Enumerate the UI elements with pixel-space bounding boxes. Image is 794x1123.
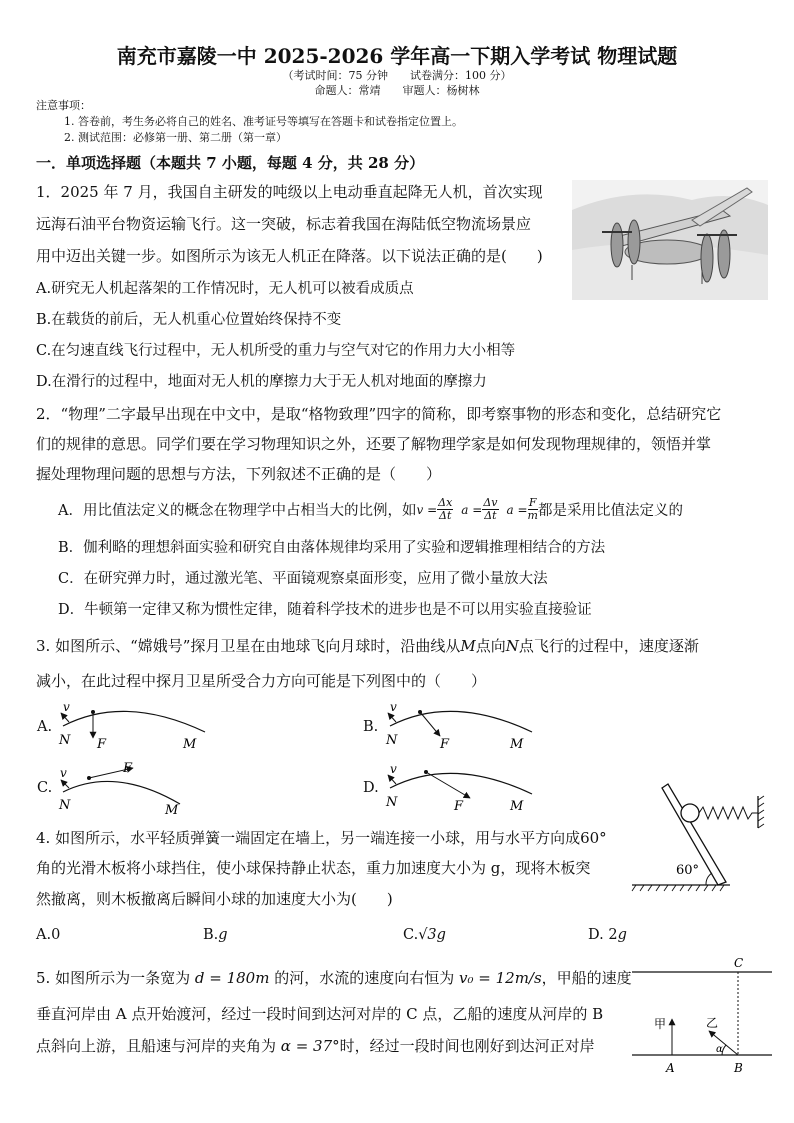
q2-option-a: A．用比值法定义的概念在物理学中占相当大的比例，如 v = $\frac{\Delta x}{\Delta t}$ a = $\frac{\Delta v}{\Delta t}$ a = $\frac{F}{m}$ 都是采用比值法定义的 xyxy=(58,496,683,522)
notes-item-2: 2. 测试范围：必修第一册、第二册（第一章） xyxy=(64,131,287,144)
q3-figure-c xyxy=(55,760,215,816)
svg-text:N: N xyxy=(59,733,71,748)
q1-option-c: C.在匀速直线飞行过程中，无人机所受的重力与空气对它的作用力大小相等 xyxy=(36,343,516,359)
q5-river-figure xyxy=(630,955,775,1080)
svg-text:乙: 乙 xyxy=(706,1016,719,1030)
notes-heading: 注意事项： xyxy=(36,99,91,112)
drone-figure xyxy=(572,180,768,300)
svg-text:A: A xyxy=(666,1061,675,1075)
q3-line-2: 减小，在此过程中探月卫星所受合力方向可能是下列图中的（ ） xyxy=(36,672,487,690)
exam-info: （考试时间：75 分钟 试卷满分：100 分） xyxy=(282,69,512,82)
svg-text:v: v xyxy=(390,700,397,714)
svg-text:M: M xyxy=(510,737,524,752)
svg-text:B: B xyxy=(734,1061,743,1075)
q3-label-d: D. xyxy=(363,780,379,796)
q5-line-2: 垂直河岸由 A 点开始渡河，经过一段时间到达河对岸的 C 点，乙船的速度从河岸的 B xyxy=(36,1005,604,1023)
q2-line-3: 握处理物理问题的思想与方法，下列叙述不正确的是（ ） xyxy=(36,465,442,483)
q4-line-1: 4. 如图所示，水平轻质弹簧一端固定在墙上，另一端连接一小球，用与水平方向成60° xyxy=(36,829,607,847)
q1-option-d: D.在滑行的过程中，地面对无人机的摩擦力大于无人机对地面的摩擦力 xyxy=(36,374,487,390)
svg-text:F: F xyxy=(97,737,107,752)
svg-text:α: α xyxy=(716,1044,723,1055)
svg-text:F: F xyxy=(123,761,133,776)
q3-label-a: A. xyxy=(37,719,53,735)
q3-figure-b xyxy=(382,698,542,754)
svg-text:M: M xyxy=(510,799,524,814)
svg-text:F: F xyxy=(454,799,464,814)
svg-text:N: N xyxy=(386,795,398,810)
page-title: 南充市嘉陵一中 2025-2026 学年高一下期入学考试 物理试题 xyxy=(116,44,678,68)
notes-item-1: 1. 答卷前，考生务必将自己的姓名、准考证号等填写在答题卡和试卷指定位置上。 xyxy=(64,115,463,128)
svg-text:60°: 60° xyxy=(676,863,700,878)
q1-line-3: 用中迈出关键一步。如图所示为该无人机正在降落。以下说法正确的是( ) xyxy=(36,247,543,265)
q4-spring-figure xyxy=(630,782,770,894)
q2-line-2: 们的规律的意思。同学们要在学习物理知识之外，还要了解物理学家是如何发现物理规律的，领悟并掌 xyxy=(36,435,712,453)
exam-authors: 命题人：常靖 审题人：杨树林 xyxy=(314,84,480,97)
q1-option-b: B.在载货的前后，无人机重心位置始终保持不变 xyxy=(36,312,342,328)
svg-text:M: M xyxy=(165,803,179,816)
svg-text:甲: 甲 xyxy=(654,1017,667,1031)
q1-line-1: 1．2025 年 7 月，我国自主研发的吨级以上电动垂直起降无人机，首次实现 xyxy=(36,183,543,201)
q5-line-1: 5. 如图所示为一条宽为 d = 180m 的河，水流的速度向右恒为 v₀ = 12m/s，甲船的速度 xyxy=(36,969,632,987)
q3-figure-a xyxy=(55,698,215,754)
q4-option-d: D. 2g xyxy=(588,927,627,943)
fraction-f-m: $\frac{F}{m}$ xyxy=(527,496,538,522)
q4-line-2: 角的光滑木板将小球挡住，使小球保持静止状态，重力加速度大小为 g，现将木板突 xyxy=(36,859,591,877)
q3-label-c: C. xyxy=(37,780,53,796)
svg-text:F: F xyxy=(440,737,450,752)
q2-option-c: C．在研究弹力时，通过激光笔、平面镜观察桌面形变，应用了微小量放大法 xyxy=(58,571,548,587)
q3-line-1: 3. 如图所示、“嫦娥号”探月卫星在由地球飞向月球时，沿曲线从M点向N点飞行的过程中，速度逐渐 xyxy=(36,637,699,655)
q2-option-b: B．伽利略的理想斜面实验和研究自由落体规律均采用了实验和逻辑推理相结合的方法 xyxy=(58,540,606,556)
q5-line-3: 点斜向上游，且船速与河岸的夹角为 α = 37°时，经过一段时间也刚好到达河正对岸 xyxy=(36,1037,595,1055)
fraction-dx-dt: $\frac{\Delta x}{\Delta t}$ xyxy=(438,496,453,522)
svg-text:N: N xyxy=(59,798,71,813)
svg-text:M: M xyxy=(183,737,197,752)
q2-line-1: 2．“物理”二字最早出现在中文中，是取“格物致理”四字的简称，即考察事物的形态和变化，总结研究它 xyxy=(36,405,722,423)
q1-option-a: A.研究无人机起落架的工作情况时，无人机可以被看成质点 xyxy=(36,281,414,297)
section-heading: 一．单项选择题（本题共 7 小题，每题 4 分，共 28 分） xyxy=(36,154,425,172)
q4-option-a: A.0 xyxy=(36,927,61,943)
svg-text:v: v xyxy=(63,700,70,714)
q2-option-d: D．牛顿第一定律又称为惯性定律，随着科学技术的进步也是不可以用实验直接验证 xyxy=(58,602,592,618)
q4-option-c: C.√3g xyxy=(403,927,446,943)
fraction-dv-dt: $\frac{\Delta v}{\Delta t}$ xyxy=(483,496,498,522)
svg-text:v: v xyxy=(60,766,67,780)
svg-text:v: v xyxy=(390,762,397,776)
svg-text:C: C xyxy=(734,956,744,970)
q3-figure-d xyxy=(382,760,542,816)
q1-line-2: 远海石油平台物资运输飞行。这一突破，标志着我国在海陆低空物流场景应 xyxy=(36,215,532,233)
q4-line-3: 然撤离，则木板撤离后瞬间小球的加速度大小为( ) xyxy=(36,890,393,908)
q3-label-b: B. xyxy=(363,719,379,735)
q4-option-b: B.g xyxy=(203,927,228,943)
svg-text:N: N xyxy=(386,733,398,748)
